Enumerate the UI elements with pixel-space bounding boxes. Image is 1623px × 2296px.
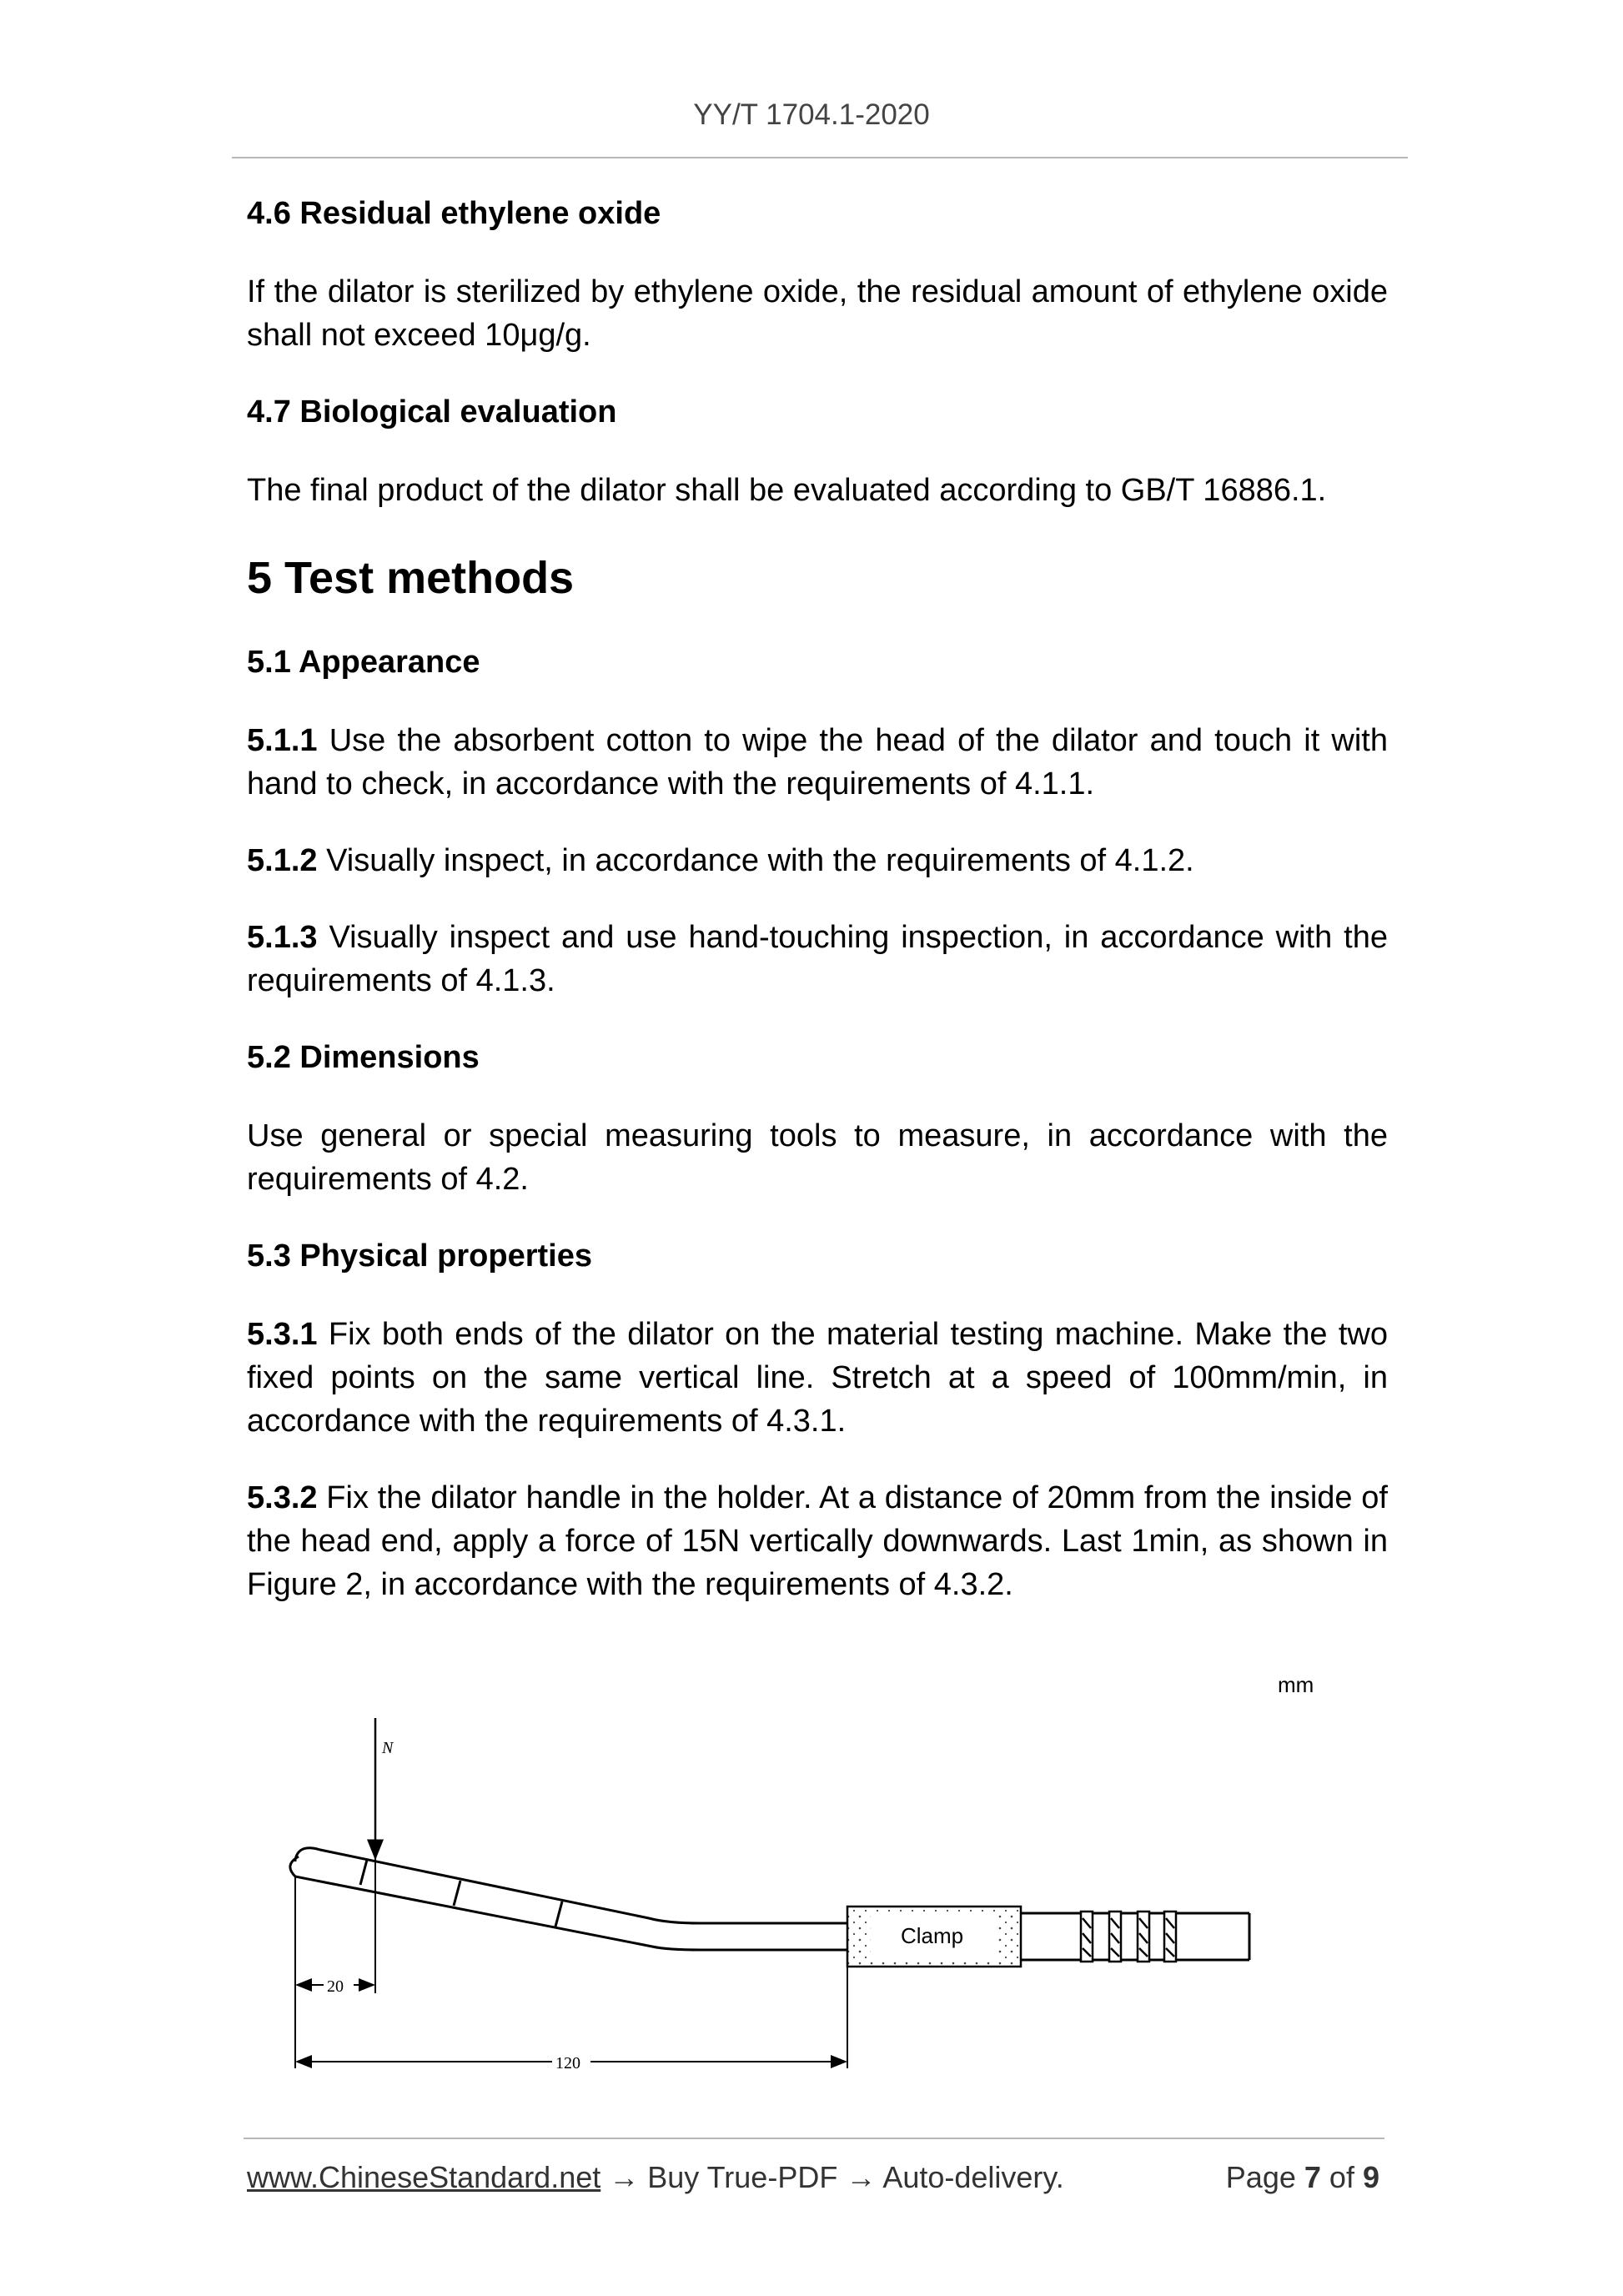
- section-5-2-body: Use general or special measuring tools to measure, in accordance with the requirements of 4.2.: [247, 1118, 1388, 1197]
- page-total: 9: [1362, 2160, 1379, 2194]
- section-5-1-title: 5.1 Appearance: [247, 645, 480, 680]
- clause-5-1-2: [247, 839, 1388, 882]
- section-5-3-title: 5.3 Physical properties: [247, 1238, 592, 1274]
- footer-divider: [244, 2138, 1384, 2139]
- clamp-label: Clamp: [901, 1923, 964, 1948]
- figure-2-dilator-diagram: [250, 1668, 1418, 2085]
- page-content: [247, 192, 1388, 1640]
- of-label: of: [1329, 2160, 1354, 2194]
- clause-text: Use the absorbent cotton to wipe the head of the dilator and touch it with hand to check, in accordance with the requirements of 4.1.1.: [247, 723, 1388, 801]
- figure-unit-label: mm: [1278, 1672, 1314, 1697]
- section-4-7-body: The final product of the dilator shall be evaluated according to GB/T 16886.1.: [247, 473, 1327, 508]
- header-divider: [232, 157, 1408, 158]
- clause-number: 5.1.3: [247, 920, 318, 955]
- section-5-2-title: 5.2 Dimensions: [247, 1040, 480, 1075]
- section-4-6-body: If the dilator is sterilized by ethylene oxide, the residual amount of ethylene oxide shall not exceed 10μg/g.: [247, 274, 1388, 353]
- clause-text: Visually inspect, in accordance with the requirements of 4.1.2.: [317, 843, 1194, 878]
- page-number: 7: [1304, 2160, 1321, 2194]
- clause-5-1-1: [247, 719, 1388, 806]
- dimension-extension-lines: [295, 1858, 847, 2068]
- clause-text: Fix the dilator handle in the holder. At a distance of 20mm from the inside of the head end, apply a force of 15N vertically downwards. Last 1min, as shown in Figure 2, in accordance with the requirements of 4.3.2.: [247, 1480, 1388, 1602]
- website-link[interactable]: www.ChineseStandard.net: [247, 2160, 601, 2194]
- dilator-handle: [1021, 1913, 1249, 1960]
- clause-5-3-1: [247, 1313, 1388, 1443]
- clause-number: 5.3.2: [247, 1480, 318, 1515]
- dilator-body: [290, 1848, 847, 1950]
- handle-grip-rings: [1081, 1912, 1176, 1962]
- section-4-7-title: 4.7 Biological evaluation: [247, 394, 617, 430]
- clause-number: 5.1.2: [247, 843, 318, 878]
- clause-5-3-2: [247, 1476, 1388, 1606]
- dimension-20-label: 20: [327, 1977, 344, 1996]
- page-label: Page: [1225, 2160, 1296, 2194]
- clause-number: 5.3.1: [247, 1317, 318, 1352]
- page-footer: [247, 2160, 1388, 2202]
- clause-number: 5.1.1: [247, 723, 318, 758]
- clause-text: Visually inspect and use hand-touching inspection, in accordance with the requirements of 4.1.3.: [247, 920, 1388, 998]
- dimension-120-label: 120: [555, 2054, 580, 2072]
- force-label: N: [382, 1739, 394, 1757]
- document-id-header: YY/T 1704.1-2020: [693, 98, 930, 131]
- clause-text: Fix both ends of the dilator on the material testing machine. Make the two fixed points on the same vertical line. Stretch at a speed of 100mm/min, in accordance with the requirements of 4.3.1.: [247, 1317, 1388, 1439]
- clause-5-1-3: [247, 916, 1388, 1002]
- section-4-6-title: 4.6 Residual ethylene oxide: [247, 196, 661, 231]
- footer-tagline: → Buy True-PDF → Auto-delivery.: [600, 2160, 1064, 2194]
- page-indicator: [1226, 2160, 1379, 2195]
- section-5-title: 5 Test methods: [247, 553, 575, 603]
